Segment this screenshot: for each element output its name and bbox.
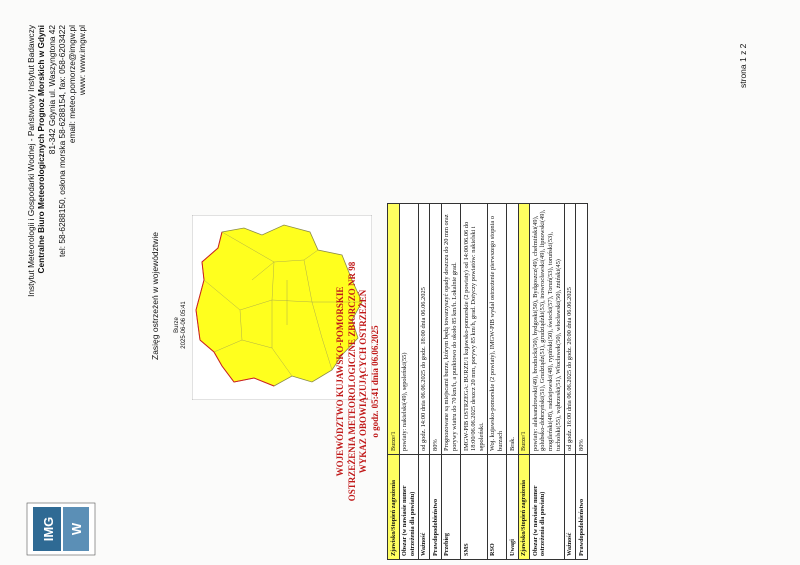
row-label: Prawdopodobieństwo [576,455,588,560]
table-row [576,204,588,560]
row-value: Burze/1 [518,204,530,455]
institution-name: Instytut Meteorologii i Gospodarki Wodnej - Państwowy Instytut Badawczy [26,25,36,297]
map-phenomenon: Burze [174,317,180,333]
table-row [487,204,506,560]
warnings-table [387,203,588,560]
letterhead [0,0,100,565]
map-caption [174,285,188,365]
row-label: Przebieg [441,455,460,560]
phone-fax: tel: 58-6288150, osłona morska 58-6288154, fax: 058-6203422 [56,25,67,258]
title-line-3: WYKAZ OBOWIĄZUJĄCYCH OSTRZEŻEŃ [358,289,368,474]
row-label: Prawdopodobieństwo [430,455,442,560]
row-value: 80% [576,204,588,455]
row-value: Brak. [507,204,519,455]
row-value: IMGW-PIB OSTRZEGA: BURZE/1 kujawsko-pomorskie (2 powiaty) od 14:00/06.06 do 18:00/06.06.2025 deszcz 20 mm, porywy 85 km/h, grad. Dotyczy powiatów: nakielski i sępoleński. [461,204,488,455]
row-value: Woj. kujawsko-pomorskie (2 powiaty), IMGW-PIB wydał ostrzeżenie pierwszego stopnia o burzach [487,204,506,455]
email: email: meteo.pomorze@imgw.pl [67,25,78,144]
table-row [430,204,442,560]
table-row [388,204,400,560]
row-value: od godz. 14:00 dnia 06.06.2025 do godz. 18:00 dnia 06.06.2025 [418,204,430,455]
table-row [461,204,488,560]
row-value: powiaty: nakielski(49), sępoleński(55) [399,204,418,455]
title-line-2: OSTRZEŻENIA METEOROLOGICZNE ZBIORCZO NR 98 [346,261,357,502]
document-title [335,203,381,560]
row-label: Obszar (w nawiasie numer ostrzeżenia dla powiatu) [399,455,418,560]
row-label: Uwagi [507,455,519,560]
page-number: strona 1 z 2 [738,43,748,88]
row-value: Burze/1 [388,204,400,455]
website: www: www.imgw.pl [77,25,88,96]
table-row [441,204,460,560]
table-row [418,204,430,560]
row-label: Ważność [564,455,576,560]
address: 81-342 Gdynia ul. Waszyngtona 42 [46,25,57,155]
row-label: Zjawisko/Stopień zagrożenia [518,455,530,560]
table-row [399,204,418,560]
title-line-1: WOJEWÓDZTWO KUJAWSKO-POMORSKIE [335,286,345,477]
svg-text:W: W [69,522,84,536]
svg-text:IMG: IMG [41,516,56,542]
row-label: RSO [487,455,506,560]
row-value: od godz. 16:00 dnia 06.06.2025 do godz. 20:00 dnia 06.06.2025 [564,204,576,455]
row-label: Ważność [418,455,430,560]
title-line-4: o godz. 05:41 dnia 06.06.2025 [369,325,380,438]
map-date: 2025-06-06 05:41 [181,301,187,349]
table-row [564,204,576,560]
office-name: Centralne Biuro Meteorologicznych Prognoz Morskich w Gdyni [36,25,47,274]
row-label: SMS [461,455,488,560]
row-value: 80% [430,204,442,455]
table-row [507,204,519,560]
page-number-wrap [736,40,750,90]
institution-address [26,25,88,495]
table-row [518,204,530,560]
imgw-logo-icon [25,501,97,557]
row-value: powiaty: aleksandrowski(49), brodnicki(50), bydgoski(50), Bydgoszcz(49), chełmiński(49), golubsko-dobrzyński(51), Grudziądz(51), grudziądzki(53), inowrocławski(49), lipnowski(49), mogileński(48), radziejowski(48), rypiński(50), świecki(57), Toruń(53), toruński(53), tucholski(55), wąbrzeski(51), Włocławek(50), włocławski(50), żniński(45) [530,204,564,455]
row-value: Prognozowane są miejscami burze, którym będą towarzyszyć opady deszczu do 20 mm oraz porywy wiatru do 70 km/h, a punktowo do około 85 km/h. Lokalnie grad. [441,204,460,455]
row-label: Obszar (w nawiasie numer ostrzeżenia dla powiatu) [530,455,564,560]
row-label: Zjawisko/Stopień zagrożenia [388,455,400,560]
table-row [530,204,564,560]
map-title: Zasięg ostrzeżeń w województwie [150,231,160,360]
